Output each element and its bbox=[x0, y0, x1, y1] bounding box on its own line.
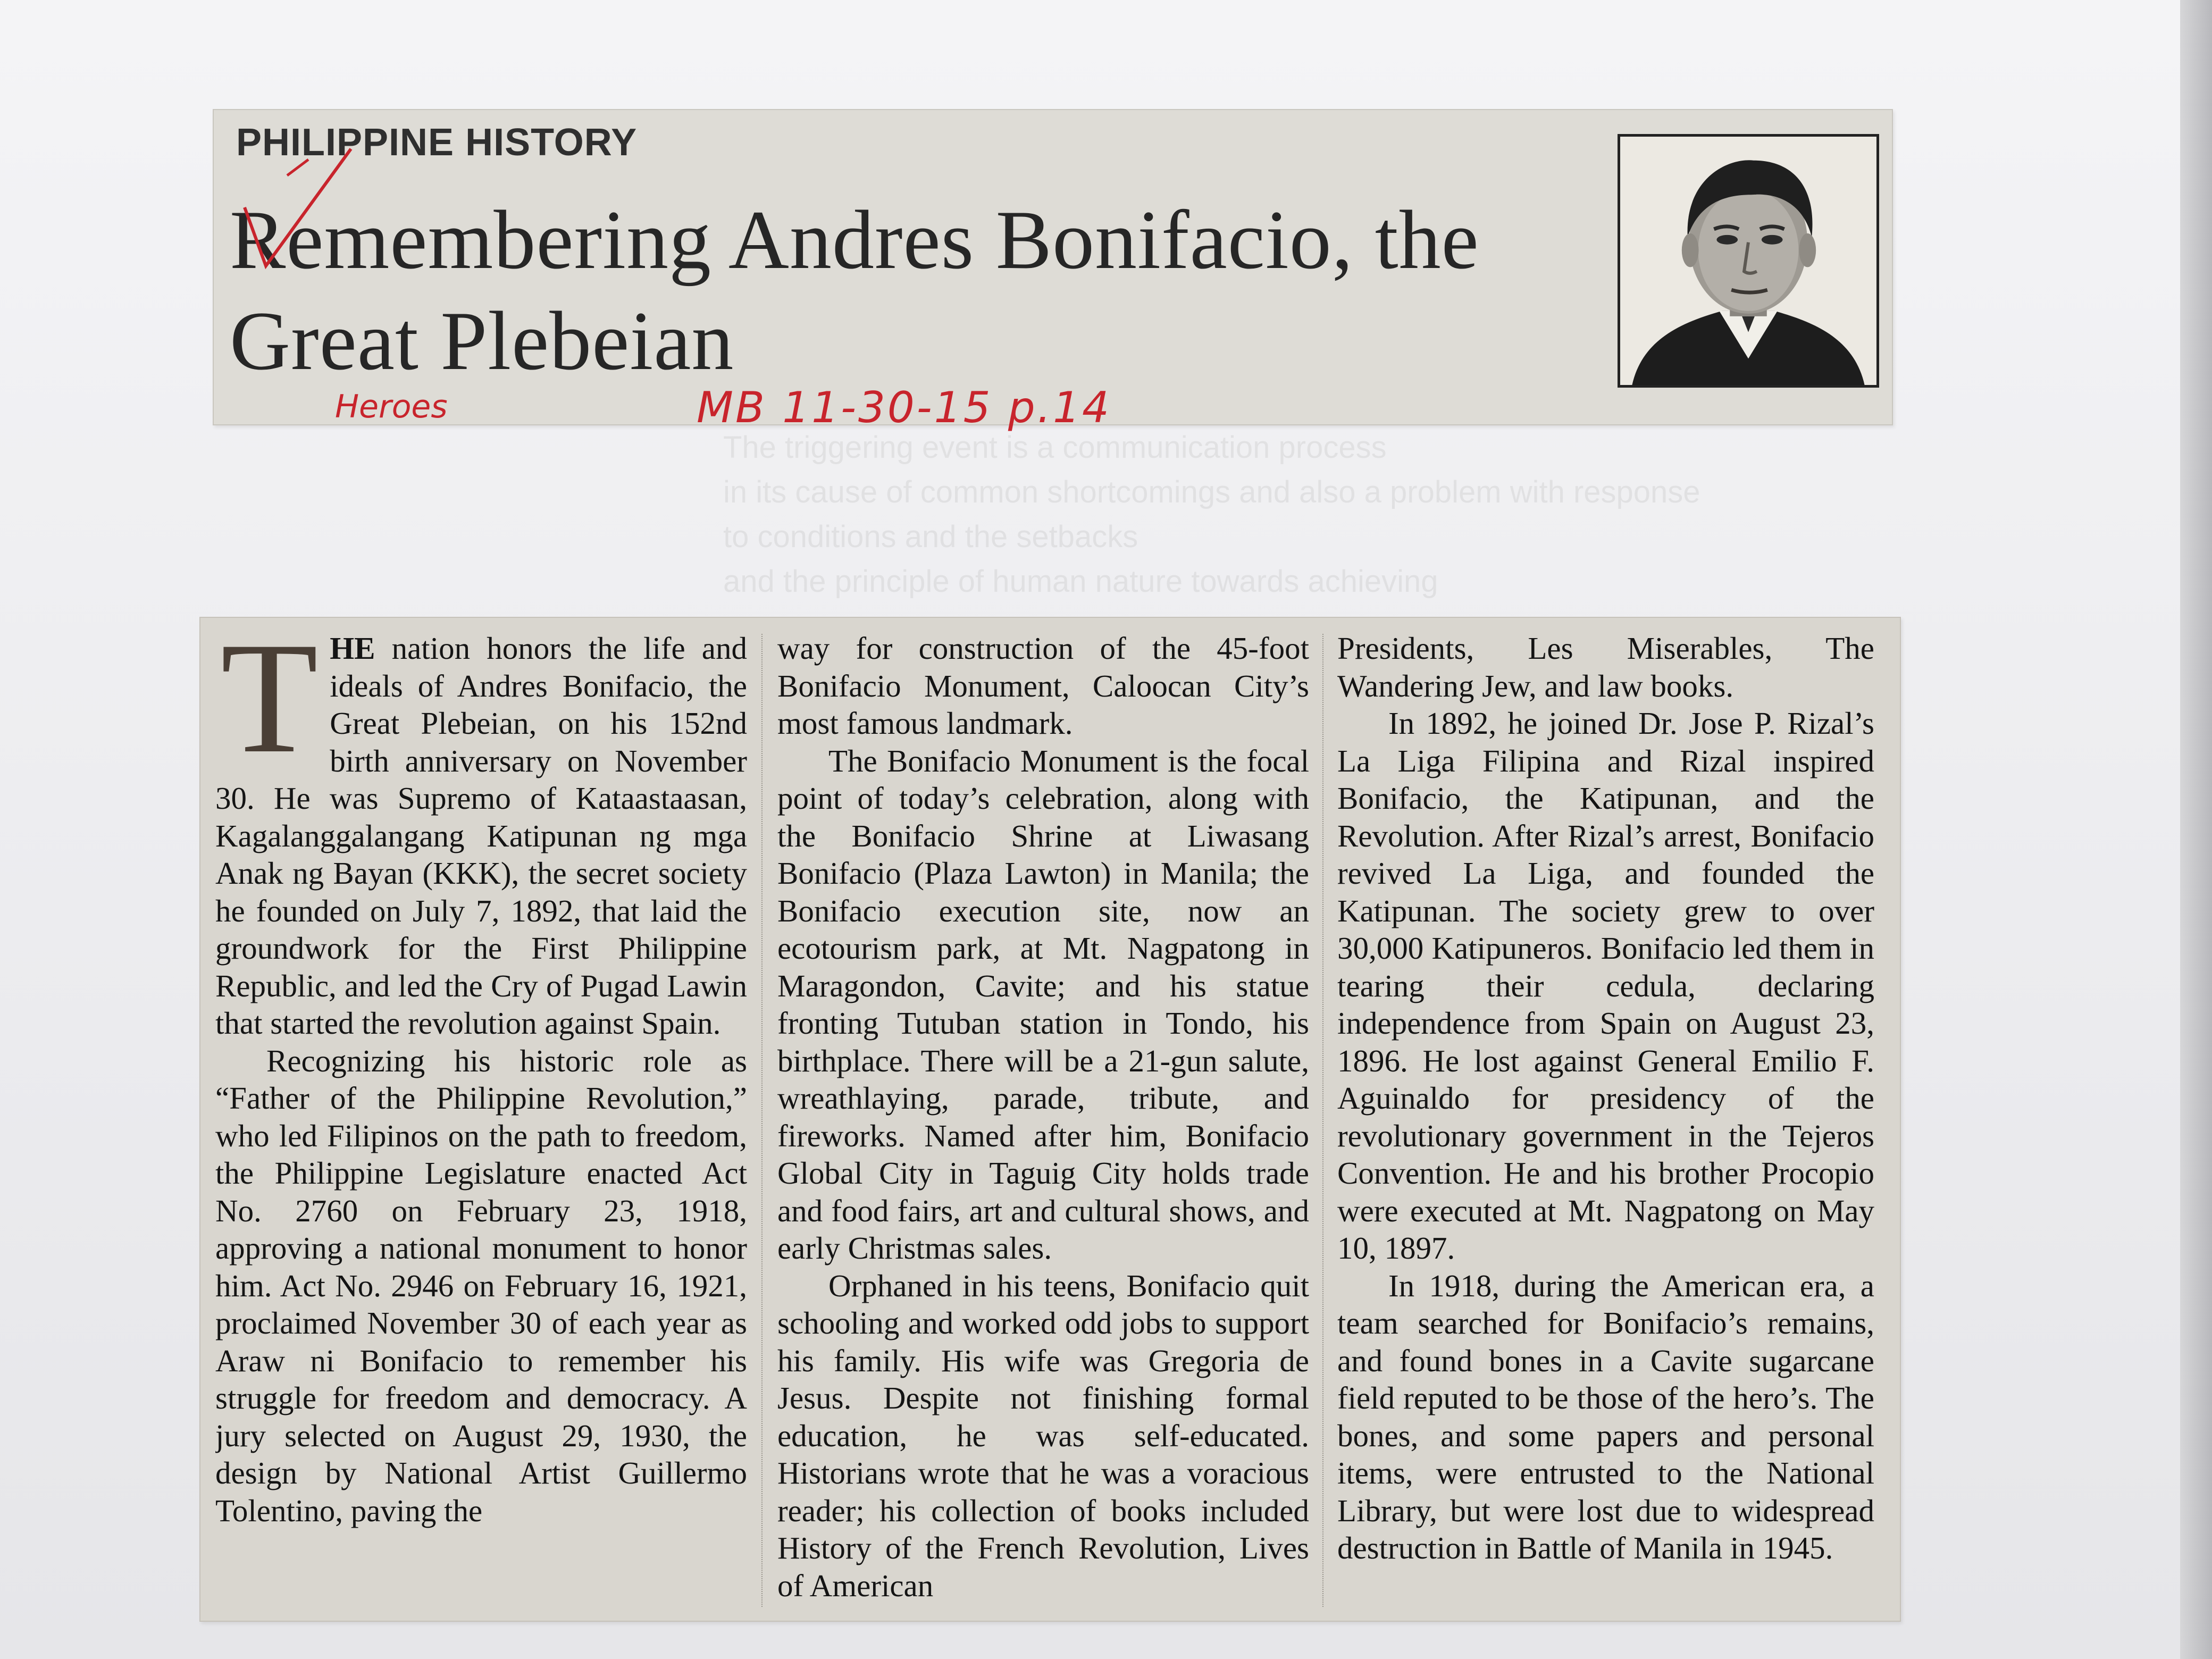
article-column-2 bbox=[777, 630, 1309, 1613]
paragraph-text: nation honors the life and ideals of Andres Bonifacio, the Great Plebeian, on his 152nd birth anniversary on November 30. He was Supremo of Kataastaasan, Kagalanggalangang Katipunan ng mga Anak ng Bayan (KKK), the secret society he founded on July 7, 1892, that laid the groundwork for the First Philippine Republic, and led the Cry of Pugad Lawin that started the revolution against Spain. bbox=[215, 631, 747, 1041]
column-divider bbox=[1322, 634, 1323, 1607]
paragraph: The Bonifacio Monument is the focal point of today’s celebration, along with the Bonifacio Shrine at Liwasang Bonifacio (Plaza Lawton) in Manila; the Bonifacio execution site, now an ecotourism park, at Mt. Nagpatong in Maragondon, Cavite; and his statue fronting Tutuban station in Tondo, his birthplace. There will be a 21-gun salute, wreathlaying, parade, tribute, and fireworks. Named after him, Bonifacio Global City in Taguig City holds trade and food fairs, art and cultural shows, and early Christmas sales. bbox=[777, 743, 1309, 1266]
paragraph: In 1892, he joined Dr. Jose P. Rizal’s La Liga Filipina and Rizal inspired Bonifacio, the Katipunan, and the Revolution. After Rizal’s arrest, Bonifacio revived La Liga, and founded the Katipunan. The society grew to over 30,000 Katipuneros. Bonifacio led them in tearing their cedula, declaring independence from Spain on August 23, 1896. He lost against General Emilio F. Aguinaldo for presidency of the revolutionary government in the Tejeros Convention. He and his brother Procopio were executed at Mt. Nagpatong on May 10, 1897. bbox=[1337, 706, 1874, 1266]
article-clipping bbox=[199, 617, 1901, 1622]
handwritten-note-heroes: Heroes bbox=[335, 388, 448, 425]
paragraph: In 1918, during the American era, a team searched for Bonifacio’s remains, and found bones in a Cavite sugarcane field reputed to be those of the hero’s. The bones, and some papers and personal items, were entrusted to the National Library, but were lost due to widespread destruction in Battle of Manila in 1945. bbox=[1337, 1268, 1874, 1565]
paragraph: Orphaned in his teens, Bonifacio quit schooling and worked odd jobs to support his family. His wife was Gregoria de Jesus. Despite not finishing formal education, he was self-educated. Historians wrote that he was a voracious reader; his collection of books included History of the French Revolution, Lives of American bbox=[777, 1268, 1309, 1603]
desk-edge bbox=[2180, 0, 2212, 1659]
paragraph: Recognizing his historic role as “Father of the Philippine Revolution,” who led Filipinos on the path to freedom, the Philippine Legislature enacted Act No. 2760 on February 23, 1918, approving a national monument to honor him. Act No. 2946 on February 16, 1921, proclaimed November 30 of each year as Araw ni Bonifacio to remember his struggle for freedom and democracy. A jury selected on August 29, 1930, the design by National Artist Guillermo Tolentino, paving the bbox=[215, 1043, 747, 1528]
article-column-3 bbox=[1337, 630, 1874, 1613]
paragraph: Presidents, Les Miserables, The Wandering Jew, and law books. bbox=[1337, 631, 1874, 703]
handwritten-note-source: MB 11-30-15 p.14 bbox=[697, 383, 1111, 432]
header-clipping bbox=[213, 109, 1893, 425]
column-divider bbox=[761, 634, 763, 1607]
paragraph bbox=[215, 630, 747, 1042]
article-column-1 bbox=[215, 630, 747, 1613]
show-through-text: The triggering event is a communication process in its cause of common shortcomings and also a problem with response to conditions and the setbacks and the principle of human nature towards achieving bbox=[723, 430, 1700, 599]
portrait-image bbox=[1618, 134, 1879, 388]
headline: Remembering Andres Bonifacio, the Great Plebeian bbox=[230, 194, 1479, 388]
lead-word: HE bbox=[330, 631, 375, 666]
drop-cap: T bbox=[221, 630, 319, 786]
paragraph: way for construction of the 45-foot Bonifacio Monument, Caloocan City’s most famous landmark. bbox=[777, 631, 1309, 741]
portrait-illustration bbox=[1620, 137, 1876, 385]
red-check-mark bbox=[229, 144, 367, 271]
section-kicker: PHILIPPINE HISTORY bbox=[236, 121, 638, 164]
